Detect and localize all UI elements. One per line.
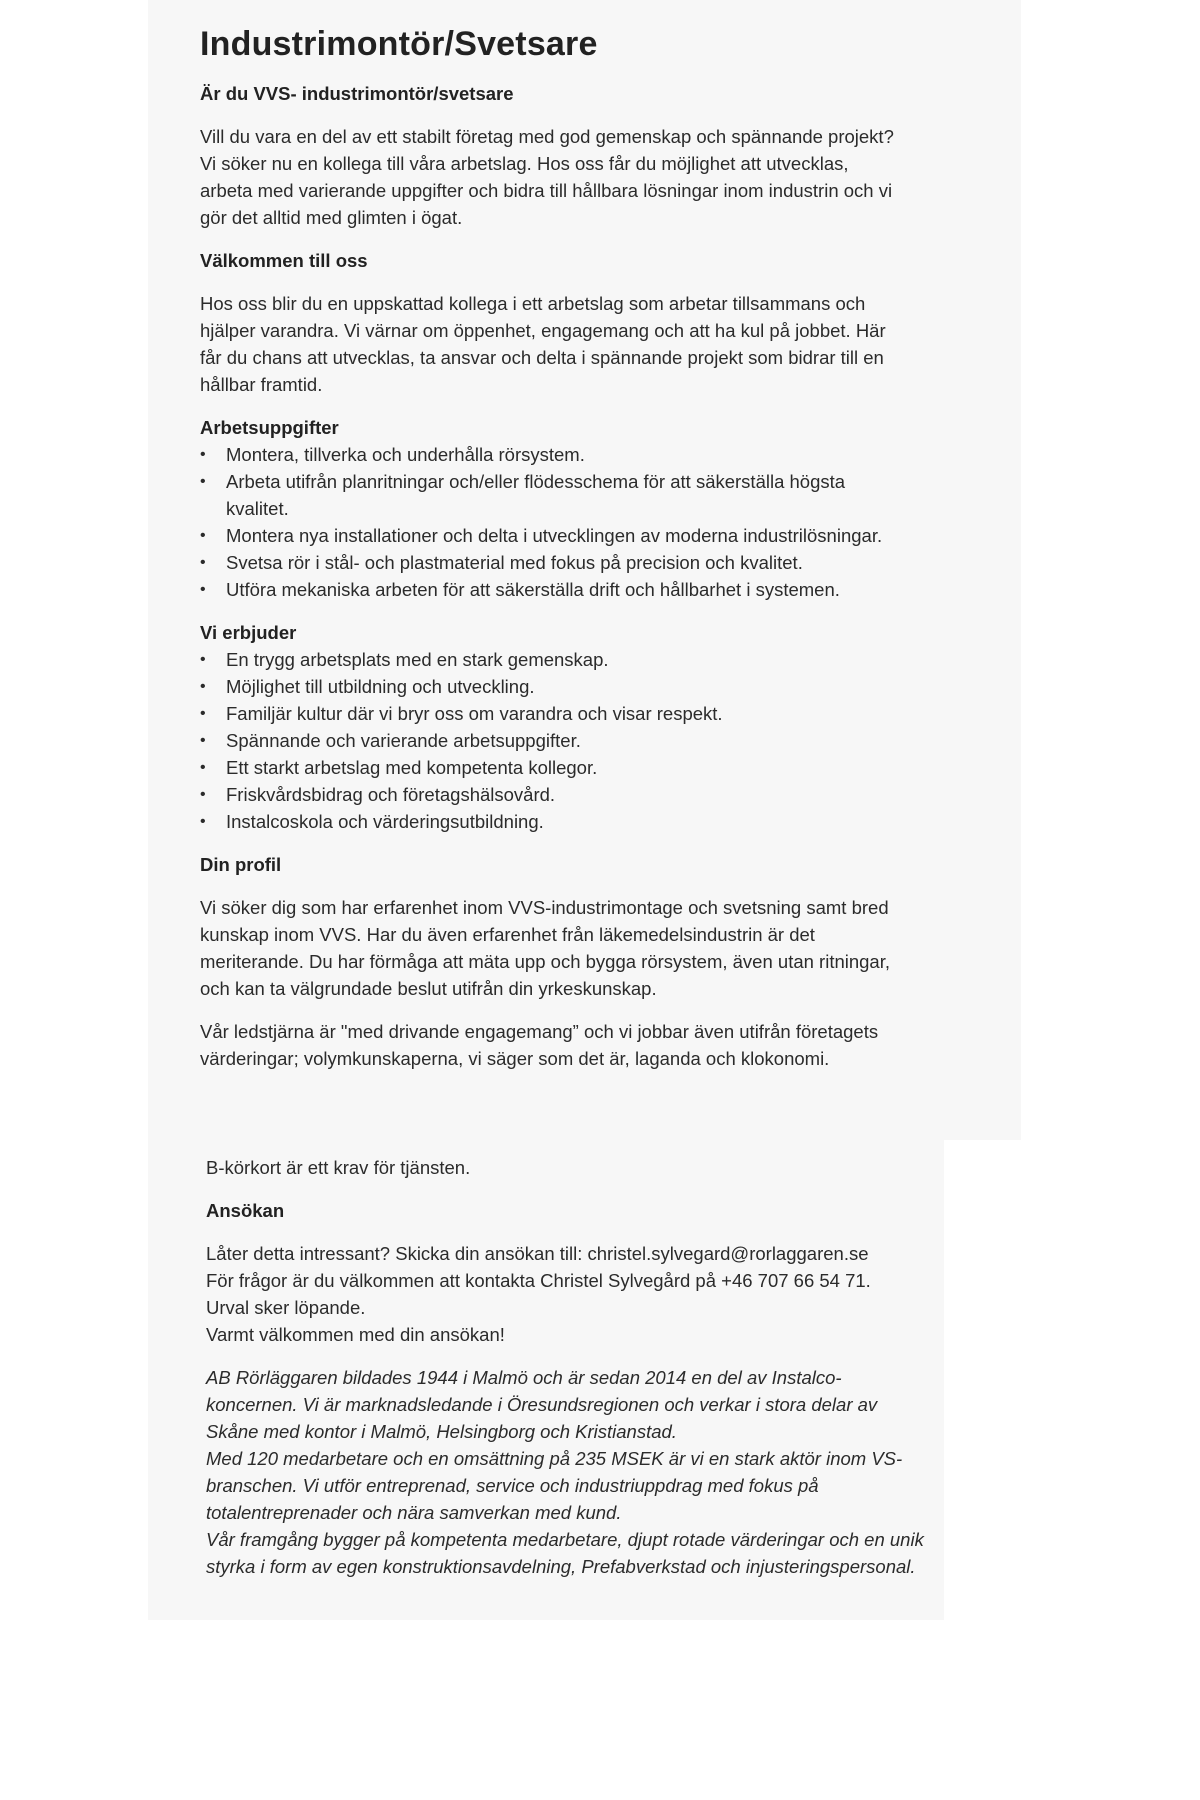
list-item: • Familjär kultur där vi bryr oss om varandra och visar respekt. [200,700,900,727]
tasks-heading: Arbetsuppgifter [200,417,339,438]
company-text: AB Rörläggaren bildades 1944 i Malmö och är sedan 2014 en del av Instalco-koncernen. Vi är marknadsledande i Öresundsregionen och verkar i stora delar av Skåne med kontor i Malmö, Helsingborg och Kristianstad. [206,1367,878,1442]
apply-heading: Ansökan [206,1200,285,1221]
list-item: • Möjlighet till utbildning och utveckling. [200,673,900,700]
company-description [206,1364,926,1580]
offer-heading: Vi erbjuder [200,622,297,643]
apply-welcome-line: Varmt välkommen med din ansökan! [206,1324,505,1345]
list-item: • En trygg arbetsplats med en stark gemenskap. [200,646,900,673]
offers-list [200,646,900,835]
list-item: • Svetsa rör i stål- och plastmaterial med fokus på precision och kvalitet. [200,549,900,576]
list-item: • Instalcoskola och värderingsutbildning. [200,808,900,835]
job-ad-footer-panel [148,1140,944,1620]
company-text: Med 120 medarbetare och en omsättning på 235 MSEK är vi en stark aktör inom VS-branschen. Vi utför entreprenad, service och industriuppdrag med fokus på totalentreprenader och nära samverkan med kund. [206,1448,903,1523]
apply-email-line[interactable]: Låter detta intressant? Skicka din ansökan till: christel.sylvegard@rorlaggaren.se [206,1243,869,1264]
job-ad-content [200,20,900,1072]
list-item: • Arbeta utifrån planritningar och/eller flödesschema för att säkerställa högsta kvalitet. [200,468,900,522]
list-item: • Montera nya installationer och delta i utvecklingen av moderna industrilösningar. [200,522,900,549]
intro-text: Vill du vara en del av ett stabilt företag med god gemenskap och spännande projekt? Vi söker nu en kollega till våra arbetslag. Hos oss får du möjlighet att utvecklas, arbeta med varierande uppgifter och bidra till hållbara lösningar inom industrin och vi gör det alltid med glimten i ögat. [200,126,894,228]
apply-contact-line: För frågor är du välkommen att kontakta Christel Sylvegård på +46 707 66 54 71. [206,1270,871,1291]
values-text: Vår ledstjärna är "med drivande engagemang” och vi jobbar även utifrån företagets värderingar; volymkunskaperna, vi säger som det är, laganda och klokonomi. [200,1021,879,1069]
page-title: Industrimontör/Svetsare [200,25,598,63]
welcome-text: Hos oss blir du en uppskattad kollega i ett arbetslag som arbetar tillsammans och hjälper varandra. Vi värnar om öppenhet, engagemang och att ha kul på jobbet. Här får du chans att utvecklas, ta ansvar och delta i spännande projekt som bidrar till en hållbar framtid. [200,293,886,395]
company-text: Vår framgång bygger på kompetenta medarbetare, djupt rotade värderingar och en unik styrka i form av egen konstruktionsavdelning, Prefabverkstad och injusteringspersonal. [206,1529,924,1577]
job-ad-main-panel [148,0,1021,1140]
apply-block [206,1240,926,1348]
profile-text: Vi söker dig som har erfarenhet inom VVS-industrimontage och svetsning samt bred kunskap inom VVS. Har du även erfarenhet från läkemedelsindustrin är det meriterande. Du har förmåga att mäta upp och bygga rörsystem, även utan ritningar, och kan ta välgrundade beslut utifrån din yrkeskunskap. [200,897,891,999]
license-text: B-körkort är ett krav för tjänsten. [206,1157,471,1178]
list-item: • Spännande och varierande arbetsuppgifter. [200,727,900,754]
tasks-list [200,441,900,603]
list-item: • Friskvårdsbidrag och företagshälsovård. [200,781,900,808]
apply-selection-line: Urval sker löpande. [206,1297,366,1318]
welcome-heading: Välkommen till oss [200,250,368,271]
footer-content [206,1154,926,1580]
list-item: • Montera, tillverka och underhålla rörsystem. [200,441,900,468]
list-item: • Ett starkt arbetslag med kompetenta kollegor. [200,754,900,781]
intro-heading: Är du VVS- industrimontör/svetsare [200,83,514,104]
list-item: • Utföra mekaniska arbeten för att säkerställa drift och hållbarhet i systemen. [200,576,900,603]
profile-heading: Din profil [200,854,282,875]
